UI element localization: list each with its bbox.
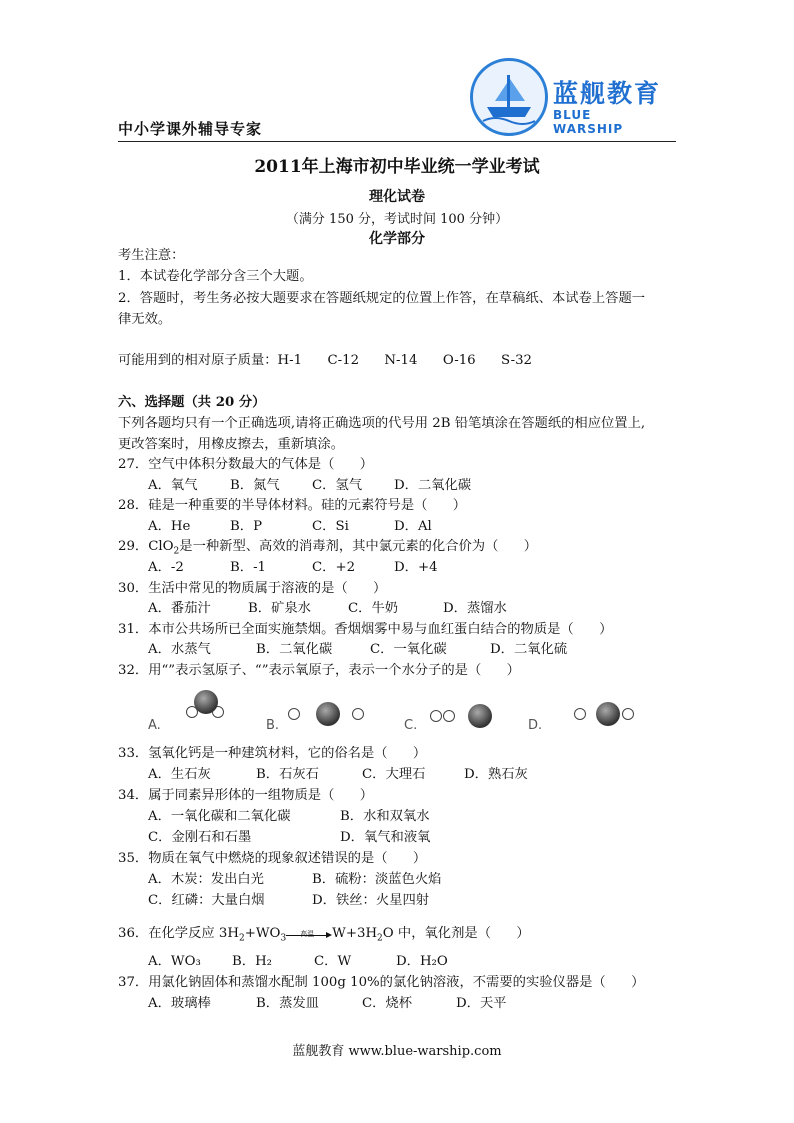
subscript: 2 <box>377 933 383 944</box>
reaction-condition: 高温 <box>300 929 315 938</box>
option: B．蒸发皿 <box>256 996 319 1011</box>
option-label: A. <box>148 718 161 733</box>
question-options <box>148 600 507 618</box>
ship-emblem-icon <box>470 58 548 136</box>
option: B．P <box>230 519 263 534</box>
molecule-options-figure <box>140 686 660 736</box>
question-stem: 30．生活中常见的物质属于溶液的是（ ） <box>118 581 387 596</box>
option: A．一氧化碳和二氧化碳 <box>148 809 291 824</box>
option: C．一氧化碳 <box>370 642 447 657</box>
hydrogen-atom-icon <box>574 708 586 720</box>
question-stem: 34．属于同素异形体的一组物质是（ ） <box>118 788 374 803</box>
option: C．烧杯 <box>362 996 413 1011</box>
subscript: 2 <box>238 933 245 944</box>
hydrogen-atom-icon <box>622 708 634 720</box>
question-options <box>148 829 430 847</box>
brand-logo <box>470 58 662 138</box>
option: C．W <box>314 954 352 969</box>
exam-title: 2011年上海市初中毕业统一学业考试 <box>254 157 540 177</box>
subscript: 2 <box>173 546 180 557</box>
option: C．Si <box>312 519 349 534</box>
hydrogen-atom-icon <box>430 710 442 722</box>
option: B．矿泉水 <box>248 601 311 616</box>
question-stem: 32．用“”表示氢原子、“”表示氧原子，表示一个水分子的是（ ） <box>118 663 520 678</box>
option: B．石灰石 <box>256 767 319 782</box>
notice-item-continued: 律无效。 <box>118 312 172 327</box>
oxygen-atom-icon <box>596 702 620 726</box>
option: D．二氧化硫 <box>490 642 568 657</box>
option: C．+2 <box>312 560 356 575</box>
section-title: 六、选择题（共 20 分） <box>118 395 266 410</box>
question-stem <box>118 538 537 561</box>
question-options <box>148 953 448 971</box>
question-stem: 35．物质在氧气中燃烧的现象叙述错误的是（ ） <box>118 851 427 866</box>
oxygen-atom-icon <box>194 690 218 714</box>
option-label: D. <box>528 718 543 733</box>
stem-text: 29．ClO <box>118 539 174 554</box>
question-stem <box>118 925 530 948</box>
question-stem: 37．用氯化钠固体和蒸馏水配制 100g 10%的氯化钠溶液，不需要的实验仪器是（ ） <box>118 975 645 990</box>
option: B．水和双氧水 <box>340 809 430 824</box>
subscript: 3 <box>280 933 287 944</box>
option: A．番茄汁 <box>148 601 211 616</box>
option: A．氧气 <box>148 478 198 493</box>
option: A．玻璃棒 <box>148 996 211 1011</box>
question-options <box>148 871 441 889</box>
notice-heading: 考生注意： <box>118 248 185 263</box>
option: D．天平 <box>456 996 507 1011</box>
exam-subject: 理化试卷 <box>369 189 425 205</box>
option: D．氧气和液氧 <box>340 830 431 845</box>
stem-text: W+3H <box>332 926 378 941</box>
section-instructions-continued: 更改答案时，用橡皮擦去，重新填涂。 <box>118 437 345 452</box>
option: B．硫粉：淡蓝色火焰 <box>312 872 442 887</box>
page-footer: 蓝舰教育 www.blue-warship.com <box>292 1044 502 1059</box>
option: B．氮气 <box>230 478 280 493</box>
oxygen-atom-icon <box>468 704 492 728</box>
question-options <box>148 477 471 495</box>
question-options <box>148 892 429 910</box>
stem-text: 是一种新型、高效的消毒剂，其中氯元素的化合价为（ ） <box>179 539 538 554</box>
question-stem: 28．硅是一种重要的半导体材料。硅的元素符号是（ ） <box>118 498 467 513</box>
option: A．木炭：发出白光 <box>148 872 264 887</box>
question-options <box>148 808 430 826</box>
atomic-mass-line: 可能用到的相对原子质量：H-1 C-12 N-14 O-16 S-32 <box>118 353 532 368</box>
option: C．氢气 <box>312 478 363 493</box>
option: A．He <box>148 519 191 534</box>
score-note: （满分 150 分，考试时间 100 分钟） <box>285 212 509 227</box>
question-options <box>148 995 507 1013</box>
option: A．水蒸气 <box>148 642 211 657</box>
question-stem: 31．本市公共场所已全面实施禁烟。香烟烟雾中易与血红蛋白结合的物质是（ ） <box>118 622 613 637</box>
option: C．牛奶 <box>348 601 399 616</box>
question-options <box>148 559 438 577</box>
header-divider <box>118 141 676 142</box>
reaction-arrow-icon <box>286 928 332 940</box>
hydrogen-atom-icon <box>443 710 455 722</box>
question-stem: 27．空气中体积分数最大的气体是（ ） <box>118 457 374 472</box>
stem-text: O 中，氧化剂是（ ） <box>382 926 530 941</box>
header-slogan: 中小学课外辅导专家 <box>118 120 263 138</box>
option: D．熟石灰 <box>464 767 528 782</box>
option: A．-2 <box>148 560 184 575</box>
stem-text: 36．在化学反应 3H <box>118 926 239 941</box>
notice-item: 1．本试卷化学部分含三个大题。 <box>118 269 313 284</box>
question-options <box>148 518 432 536</box>
option: D．蒸馏水 <box>443 601 507 616</box>
question-options <box>148 641 567 659</box>
option: B．二氧化碳 <box>256 642 333 657</box>
hydrogen-atom-icon <box>288 708 300 720</box>
option-label: C. <box>404 718 418 733</box>
option: C．红磷：大量白烟 <box>148 893 265 908</box>
option: A．生石灰 <box>148 767 211 782</box>
option: C．大理石 <box>362 767 426 782</box>
question-stem: 33．氢氧化钙是一种建筑材料，它的俗名是（ ） <box>118 746 427 761</box>
section-instructions: 下列各题均只有一个正确选项,请将正确选项的代号用 2B 铅笔填涂在答题纸的相应位置上, <box>118 416 646 431</box>
option: D．+4 <box>394 560 438 575</box>
option: D．二氧化碳 <box>394 478 472 493</box>
option: A．WO₃ <box>148 954 201 969</box>
stem-text: +WO <box>244 926 281 941</box>
option: C．金刚石和石墨 <box>148 830 252 845</box>
logo-chinese-name: 蓝舰教育 <box>553 79 662 108</box>
option: D．H₂O <box>396 954 448 969</box>
hydrogen-atom-icon <box>352 708 364 720</box>
logo-english-name: BLUE WARSHIP <box>553 108 624 136</box>
option-label: B. <box>266 718 280 733</box>
option: D．铁丝：火星四射 <box>312 893 430 908</box>
option: B．-1 <box>230 560 267 575</box>
option: B．H₂ <box>232 954 272 969</box>
part-heading: 化学部分 <box>369 231 425 247</box>
notice-item: 2．答题时，考生务必按大题要求在答题纸规定的位置上作答，在草稿纸、本试卷上答题一 <box>118 291 646 306</box>
oxygen-atom-icon <box>316 702 340 726</box>
question-options <box>148 766 528 784</box>
option: D．Al <box>394 519 432 534</box>
